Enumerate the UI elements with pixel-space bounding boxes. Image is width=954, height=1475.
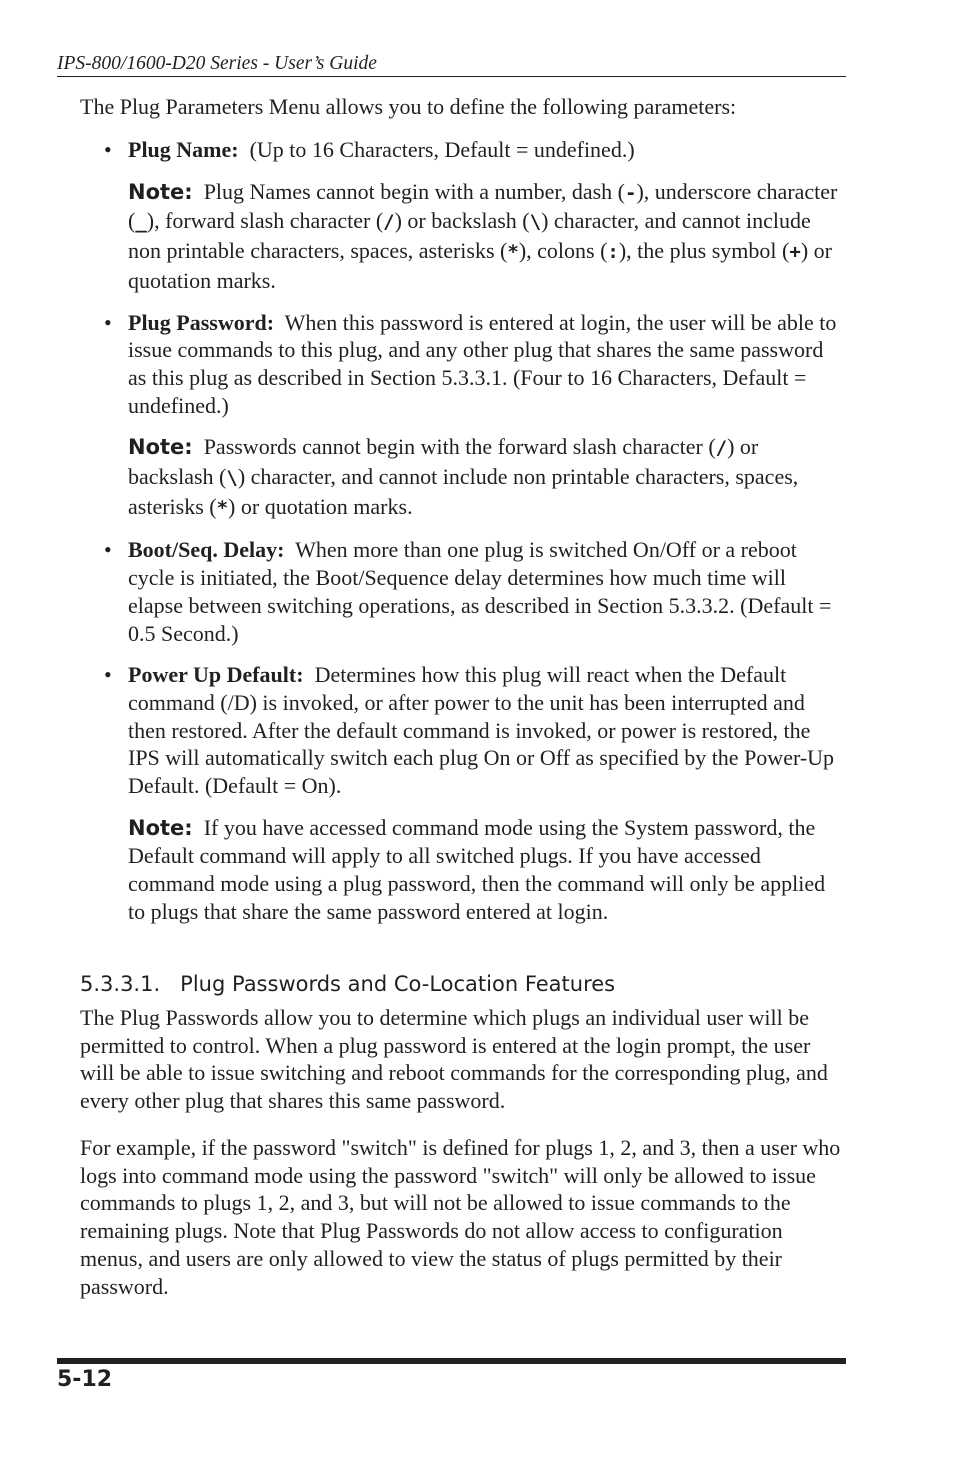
bullet-icon: • [104,137,112,162]
note-label: Note: [128,815,193,840]
intro-paragraph: The Plug Parameters Menu allows you to define the following parameters: [80,94,737,119]
backslash-char: \ [226,467,238,490]
plug-name-text: (Up to 16 Characters, Default = undefined.) [249,137,635,162]
note-text: ), colons ( [518,238,608,264]
section-paragraph-1: The Plug Passwords allow you to determine which plugs an individual user will be permitted to control. When a plug password is entered at the login prompt, the user will be able to issue switching and reboot commands for the corresponding plug, and every other plug that shares this same password. [80,1005,828,1114]
note-text: ) or backslash ( [394,208,530,234]
asterisk-char: * [216,496,229,519]
note-text: Passwords cannot begin with the forward slash character ( [203,434,716,460]
power-up-default-text: Determines how this plug will react when the Default command (/D) is invoked, or after power to the unit has been interrupted and then restored. After the default command is invoked, or power is restored, the IPS will automatically switch each plug On or Off as specified by the Power-Up Default. (Default = On). [128,662,835,799]
list-item-plug-password [104,309,844,420]
note-text: If you have accessed command mode using the System password, the Default command will apply to all switched plugs. If you have accessed command mode using a plug password, then the command will only be applied to plugs that share the same password entered at login. [128,814,826,924]
plug-password-term: Plug Password: [128,309,275,335]
page-header [57,50,846,77]
backslash-char: \ [529,211,542,234]
section-paragraph-2: For example, if the password "switch" is defined for plugs 1, 2, and 3, then a user who logs into command mode using the password "switch" will only be allowed to issue commands to plugs 1, 2, and 3, but will not be allowed to issue commands to the remaining plugs. Note that Plug Passwords do not allow access to configuration menus, and users are only allowed to view the status of plugs permitted by their password. [80,1135,841,1299]
note-label: Note: [128,435,193,460]
bullet-icon: • [104,309,112,335]
note-label: Note: [128,179,193,204]
note-text: ), forward slash character ( [146,208,384,234]
list-item-power-up-default [104,661,844,800]
footer-rule [57,1358,846,1364]
plug-name-note [104,178,844,295]
bullet-icon: • [104,537,112,563]
section-heading [80,970,615,998]
asterisk-char: * [507,241,519,264]
note-text: ) or backslash ( [128,434,759,490]
colon-char: : [607,241,619,264]
note-text: ) character, and cannot include non printable characters, spaces, asterisks ( [128,464,799,519]
dash-char: - [625,181,637,204]
plug-password-text: When this password is entered at login, the user will be able to issue commands to this plug, and any other plug that shares the same password as this plug as described in Section 5.3.3.1. (Four to 16 Characters, Default = undefined.) [128,309,837,418]
page-number: 5-12 [57,1367,113,1392]
bullet-icon: • [104,662,112,688]
document-title: IPS-800/1600-D20 Series - User’s Guide [57,53,377,74]
power-up-default-term: Power Up Default: [128,662,304,688]
slash-char: / [715,437,728,460]
note-text: ), underscore character ( [128,178,838,234]
plug-password-note [104,433,844,522]
boot-seq-delay-text: When more than one plug is switched On/Off or a reboot cycle is initiated, the Boot/Sequence delay determines how much time will elapse between switching operations, as described in Section 5.3.3.2. (Default = 0.5 Second.) [128,537,832,646]
slash-char: / [383,211,395,234]
section-title: Plug Passwords and Co-Location Features [180,972,616,996]
underscore-char: _ [135,211,147,234]
note-text: ), the plus symbol ( [618,238,790,264]
note-text: Plug Names cannot begin with a number, dash ( [203,178,625,204]
note-text: ) or quotation marks. [128,238,832,293]
list-item-plug-name [104,136,844,164]
boot-seq-delay-term: Boot/Seq. Delay: [128,537,285,563]
power-up-default-note [104,814,844,926]
plus-char: + [789,241,801,264]
plug-name-term: Plug Name: [128,137,239,162]
note-text: ) character, and cannot include non printable characters, spaces, asterisks ( [128,208,811,264]
parameter-list [104,136,844,940]
section-number: 5.3.3.1. [80,972,161,996]
list-item-boot-seq-delay [104,536,844,647]
note-text: ) or quotation marks. [228,493,413,519]
